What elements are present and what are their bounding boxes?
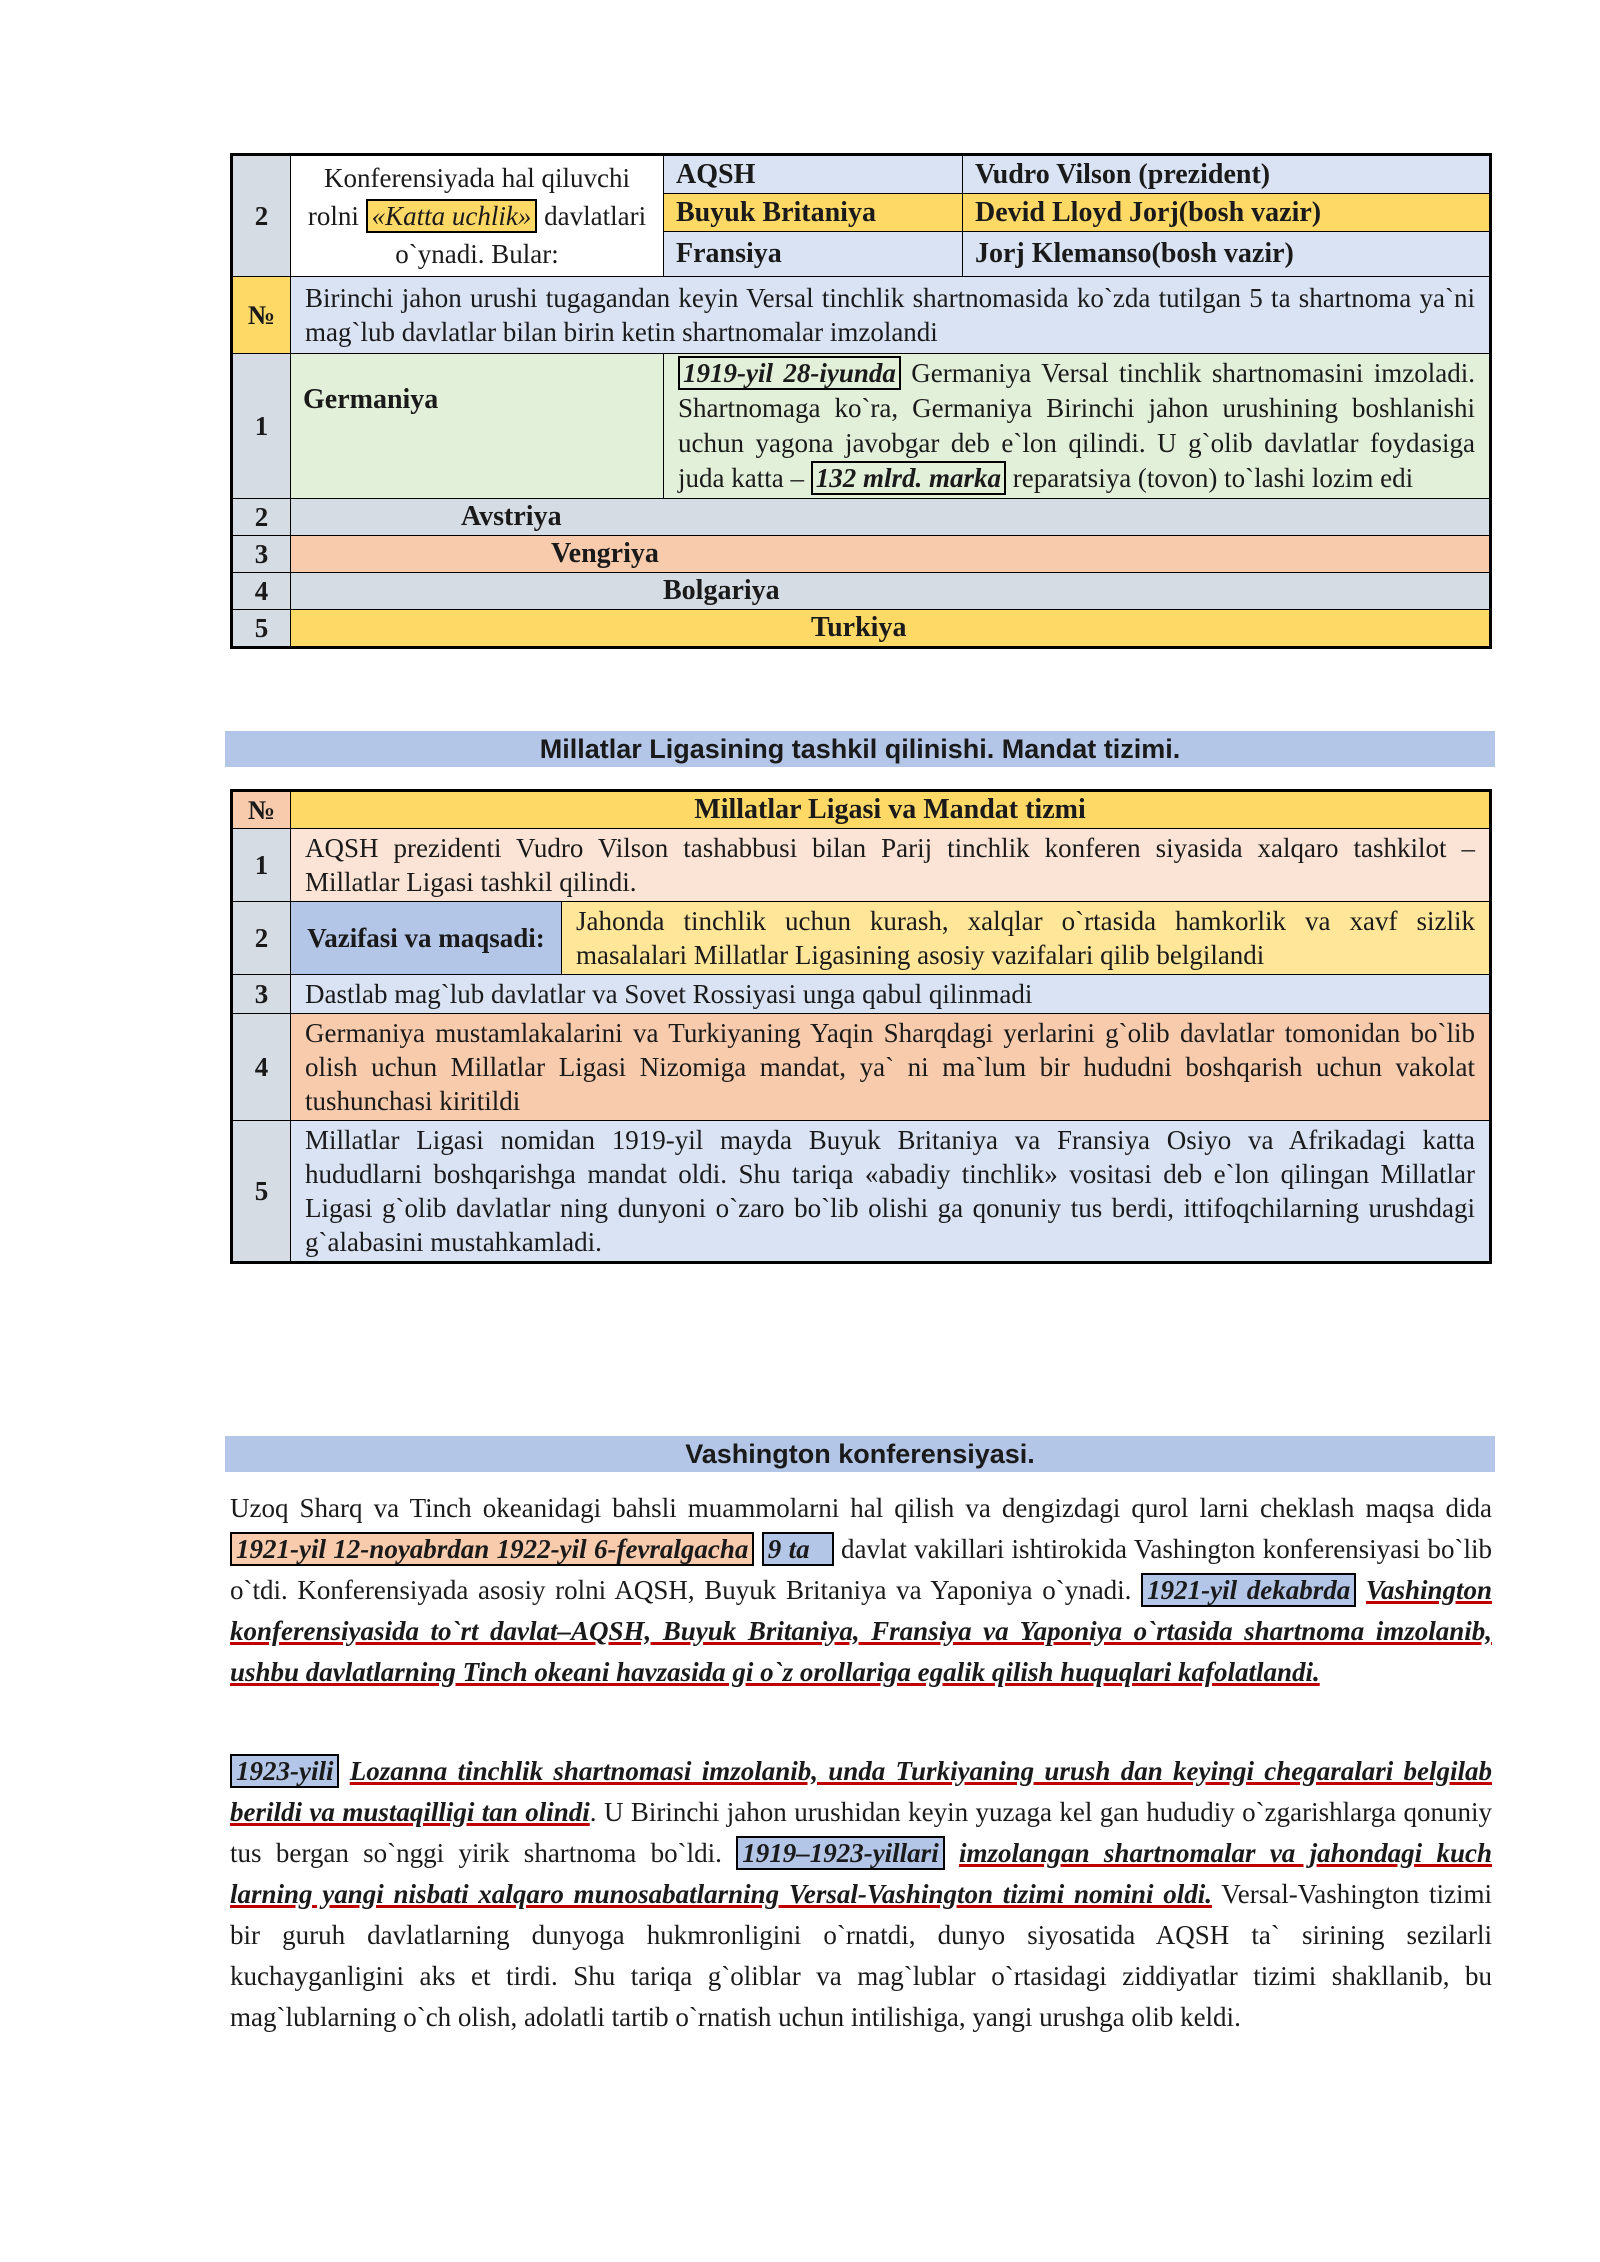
big-three-description: Konferensiyada hal qiluvchi rolni «Katta uchlik» davlatlari o`ynadi. Bular:	[291, 155, 664, 277]
hungary-row: Vengriya	[291, 536, 1491, 573]
row-number: 1	[232, 829, 291, 902]
conference-dates-highlight: 1921-yil 12-noyabrdan 1922-yil 6-fevralgacha	[230, 1532, 754, 1566]
year-1923-highlight: 1923-yili	[230, 1754, 339, 1788]
leader-cell: Vudro Vilson (prezident)	[963, 155, 1491, 194]
row-number: 5	[232, 610, 291, 648]
germany-date-highlight: 1919-yil 28-iyunda	[678, 356, 901, 390]
header-number-sign: №	[232, 791, 291, 829]
row-number: 2	[232, 499, 291, 536]
leader-cell: Devid Lloyd Jorj(bosh vazir)	[963, 194, 1491, 232]
reparation-amount-highlight: 132 mlrd. marka	[811, 461, 1006, 495]
lausanne-treaty-text: Lozanna tinchlik shartnomasi imzolanib, unda Turkiyaning urush dan keyingi chegaralari belgilab berildi va mustaqilligi tan olindi	[230, 1756, 1493, 1827]
league-table-title: Millatlar Ligasi va Mandat tizmi	[291, 791, 1491, 829]
period-highlight: 1919–1923-yillari	[736, 1836, 945, 1870]
country-cell: AQSH	[664, 155, 963, 194]
row-number: 4	[232, 573, 291, 610]
country-cell: Fransiya	[664, 232, 963, 277]
league-of-nations-heading: Millatlar Ligasining tashkil qilinishi. Mandat tizimi.	[225, 731, 1495, 767]
row-number: 1	[232, 354, 291, 499]
big-three-highlight: «Katta uchlik»	[366, 199, 538, 233]
lausanne-paragraph: 1923-yili Lozanna tinchlik shartnomasi imzolanib, unda Turkiyaning urush dan keyingi chegaralari belgilab berildi va mustaqilligi tan olindi. U Birinchi jahon urushidan keyin yuzaga kel gan hududiy o`zgarishlarga qonuniy tus bergan so`nggi yirik shartnoma bo`ldi. 1919–1923-yillari imzolangan shartnomalar va jahondagi kuch larning yangi nisbati xalqaro munosabatlarning Versal-Vashington tizimi nomini oldi. Versal-Vashington tizimi bir guruh davlatlarning dunyoga hukmronligini o`rnatdi, dunyo siyosatida AQSH ta` sirining sezilarli kuchayganligini aks et tirdi. Shu tariqa g`oliblar va mag`lublar o`rtasidagi ziddiyatlar tizimi shakllanib, bu mag`lublarning o`ch olish, adolatli tartib o`rnatish uchun intilishiga, yangi urushga olib keldi.	[230, 1756, 1493, 2032]
row-number: 4	[232, 1014, 291, 1121]
treaties-header-text: Birinchi jahon urushi tugagandan keyin Versal tinchlik shartnomasida ko`zda tutilgan 5 ta shartnoma ya`ni mag`lub davlatlar bilan birin ketin shartnomalar imzolandi	[291, 277, 1491, 354]
purpose-label: Vazifasi va maqsadi:	[291, 902, 562, 975]
washington-paragraph: Uzoq Sharq va Tinch okeanidagi bahsli muammolarni hal qilish va dengizdagi qurol larni cheklash maqsa dida 1921-yil 12-noyabrdan 1922-yil 6-fevralgacha 9 ta davlat vakillari ishtirokida Vashington konferensiyasi bo`lib o`tdi. Konferensiyada asosiy rolni AQSH, Buyuk Britaniya va Yaponiya o`ynadi. 1921-yil dekabrda Vashington konferensiyasida to`rt davlat–AQSH, Buyuk Britaniya, Fransiya va Yaponiya o`rtasida shartnoma imzolanib, ushbu davlatlarning Tinch okeani havzasida gi o`z orollariga egalik qilish huquqlari kafolatlandi.	[230, 1493, 1493, 1687]
row-number: 2	[232, 155, 291, 277]
league-of-nations-table	[230, 789, 1492, 1264]
peace-treaties-table	[230, 153, 1492, 649]
league-row-2: Jahonda tinchlik uchun kurash, xalqlar o`rtasida hamkorlik va xavf sizlik masalalari Millatlar Ligasining asosiy vazifalari qilib belgilandi	[562, 902, 1491, 975]
washington-conference-heading: Vashington konferensiyasi.	[225, 1436, 1495, 1472]
league-row-1: AQSH prezidenti Vudro Vilson tashabbusi bilan Parij tinchlik konferen siyasida xalqaro tashkilot – Millatlar Ligasi tashkil qilindi.	[291, 829, 1491, 902]
germany-label: Germaniya	[291, 354, 664, 499]
header-number-sign: №	[232, 277, 291, 354]
row-number: 3	[232, 975, 291, 1014]
austria-row: Avstriya	[291, 499, 1491, 536]
bulgaria-row: Bolgariya	[291, 573, 1491, 610]
row-number: 2	[232, 902, 291, 975]
row-number: 3	[232, 536, 291, 573]
league-row-3: Dastlab mag`lub davlatlar va Sovet Rossiyasi unga qabul qilinmadi	[291, 975, 1491, 1014]
turkey-row: Turkiya	[291, 610, 1491, 648]
leader-cell: Jorj Klemanso(bosh vazir)	[963, 232, 1491, 277]
versailles-washington-system-text: imzolangan shartnomalar va jahondagi kuch larning yangi nisbati xalqaro munosabatlarning Versal-Vashington tizimi nomini oldi.	[230, 1838, 1493, 1909]
league-row-5: Millatlar Ligasi nomidan 1919-yil mayda Buyuk Britaniya va Fransiya Osiyo va Afrikadagi katta hududlarni boshqarishga mandat oldi. Shu tariqa «abadiy tinchlik» vositasi deb e`lon qilingan Millatlar Ligasi g`olib davlatlar ning dunyoni o`zaro bo`lib olishi ga qonuniy tus berdi, ittifoqchilarning urushdagi g`alabasini mustahkamladi.	[291, 1121, 1491, 1263]
four-power-treaty-text: Vashington konferensiyasida to`rt davlat–AQSH, Buyuk Britaniya, Fransiya va Yaponiya o`rtasida shartnoma imzolanib, ushbu davlatlarning Tinch okeani havzasida gi o`z orollariga egalik qilish huquqlari kafolatlandi.	[230, 1575, 1492, 1687]
row-number: 5	[232, 1121, 291, 1263]
december-date-highlight: 1921-yil dekabrda	[1141, 1573, 1356, 1607]
states-count-highlight: 9 ta	[762, 1532, 834, 1566]
country-cell: Buyuk Britaniya	[664, 194, 963, 232]
league-row-4: Germaniya mustamlakalarini va Turkiyaning Yaqin Sharqdagi yerlarini g`olib davlatlar tomonidan bo`lib olish uchun Millatlar Ligasi Nizomiga mandat, ya` ni ma`lum bir hududni boshqarish uchun vakolat tushunchasi kiritildi	[291, 1014, 1491, 1121]
germany-treaty-text: 1919-yil 28-iyunda Germaniya Versal tinchlik shartnomasini imzoladi. Shartnomaga ko`ra, Germaniya Birinchi jahon urushining boshlanishi uchun yagona javobgar deb e`lon qilindi. U g`olib davlatlar foydasiga juda katta – 132 mlrd. marka reparatsiya (tovon) to`lashi lozim edi	[664, 354, 1491, 499]
